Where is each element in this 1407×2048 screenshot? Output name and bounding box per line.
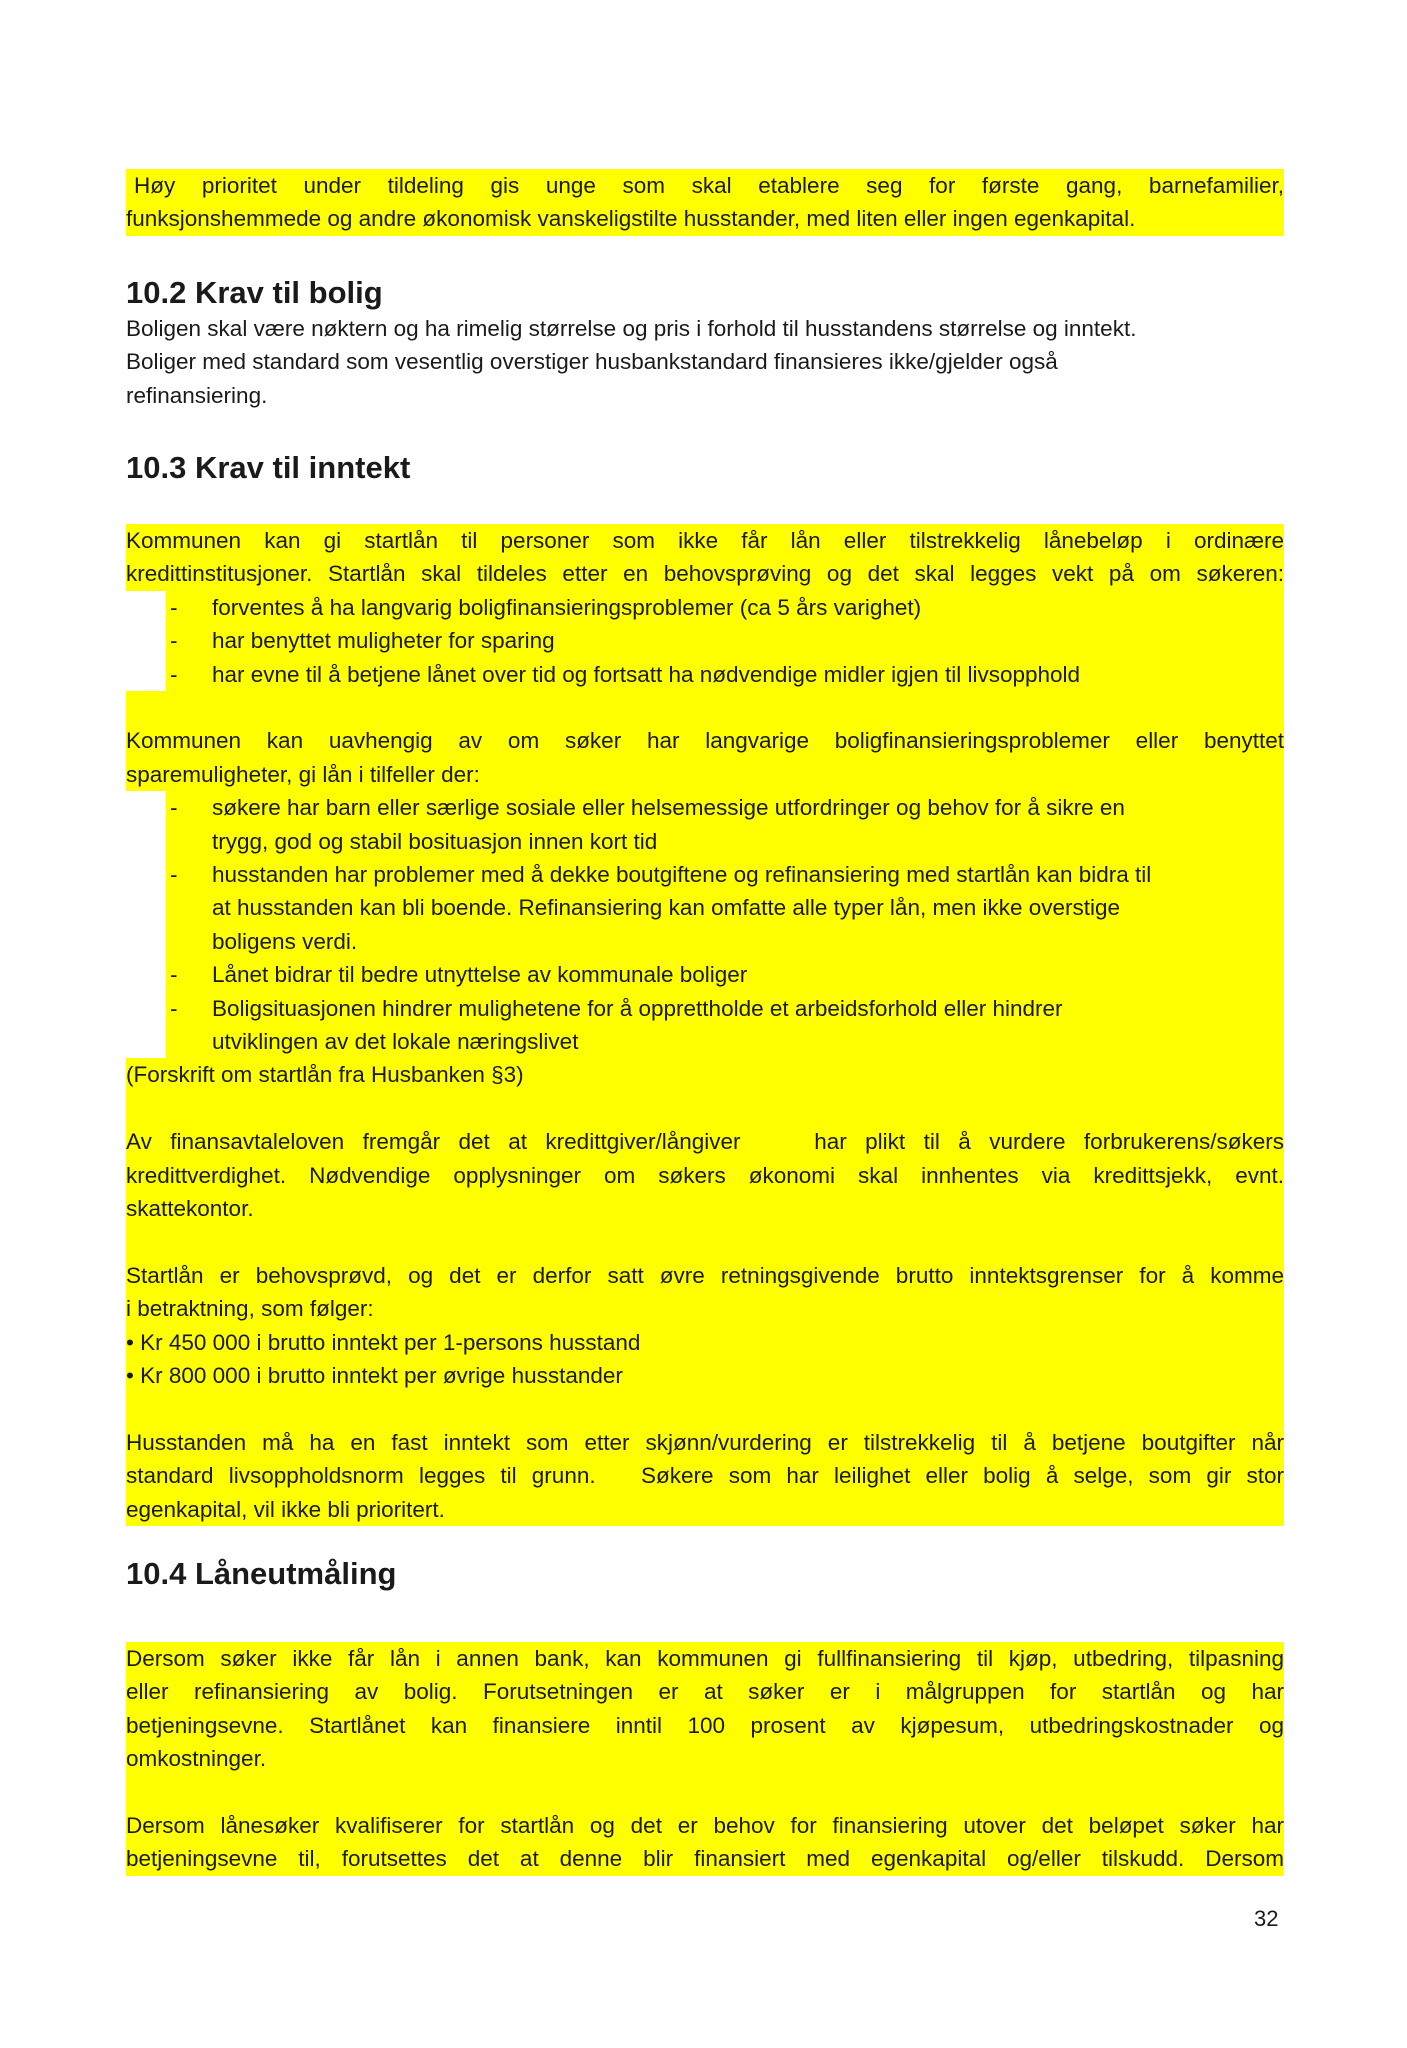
heading-10-3: 10.3 Krav til inntekt <box>126 450 411 485</box>
sec103-p3-line-1: Av finansavtaleloven fremgår det at kredittgiver/långiver har plikt til å vurdere forbrukerens/søkers <box>126 1129 1284 1155</box>
intro-paragraph <box>126 169 1284 236</box>
list-item: - har evne til å betjene lånet over tid og fortsatt ha nødvendige midler igjen til livsopphold <box>170 661 1081 687</box>
sec103-p3-line-3: skattekontor. <box>126 1196 254 1222</box>
income-limit-2: • Kr 800 000 i brutto inntekt per øvrige husstander <box>126 1363 623 1389</box>
sec102-paragraph <box>126 312 1284 412</box>
sec103-highlight-block <box>126 524 1284 1526</box>
list-item: - forventes å ha langvarig boligfinansieringsproblemer (ca 5 års varighet) <box>170 594 922 620</box>
heading-10-4: 10.4 Låneutmåling <box>126 1556 397 1591</box>
list-item: - Lånet bidrar til bedre utnyttelse av kommunale boliger <box>170 962 748 988</box>
sec104-p1-line-1: Dersom søker ikke får lån i annen bank, kan kommunen gi fullfinansiering til kjøp, utbedring, tilpasning <box>126 1646 1284 1671</box>
sec103-p5-line-3: egenkapital, vil ikke bli prioritert. <box>126 1496 445 1522</box>
sec103-p5-line-1: Husstanden må ha en fast inntekt som etter skjønn/vurdering er tilstrekkelig til å betjene boutgifter når <box>126 1429 1284 1455</box>
sec103-p5-line-2: standard livsoppholdsnorm legges til grunn. Søkere som har leilighet eller bolig å selge, som gir stor <box>126 1463 1284 1489</box>
sec104-p1-line-4: omkostninger. <box>126 1746 267 1772</box>
heading-10-2: 10.2 Krav til bolig <box>126 275 383 310</box>
list-item: - husstanden har problemer med å dekke boutgiftene og refinansiering med startlån kan bidra til at husstanden kan bli boende. Refinansiering kan omfatte alle typer lån, men ikke overstige boligens verdi. <box>170 862 1152 954</box>
sec103-p1-line-1: Kommunen kan gi startlån til personer som ikke får lån eller tilstrekkelig lånebeløp i ordinære <box>126 528 1284 553</box>
intro-line-2: funksjonshemmede og andre økonomisk vanskeligstilte husstander, med liten eller ingen egenkapital. <box>126 206 1136 232</box>
list-item: - har benyttet muligheter for sparing <box>170 628 555 654</box>
regulation-source: (Forskrift om startlån fra Husbanken §3) <box>126 1062 524 1088</box>
list-item-text: forventes å ha langvarig boligfinansieringsproblemer (ca 5 års varighet) <box>212 594 922 620</box>
sec103-p3-line-2: kredittverdighet. Nødvendige opplysninger om søkers økonomi skal innhentes via kredittsjekk, evnt. <box>126 1162 1284 1188</box>
exception-list <box>126 791 1284 1058</box>
sec104-p1-line-3: betjeningsevne. Startlånet kan finansiere inntil 100 prosent av kjøpesum, utbedringskostnader og <box>126 1712 1284 1738</box>
sec103-p1-line-2: kredittinstitusjoner. Startlån skal tildeles etter en behovsprøving og det skal legges vekt på om søkeren: <box>126 561 1284 587</box>
intro-line-1: Høy prioritet under tildeling gis unge som skal etablere seg for første gang, barnefamilier, <box>134 173 1284 198</box>
sec104-p2-line-2: betjeningsevne til, forutsettes det at denne blir finansiert med egenkapital og/eller tilskudd. Dersom <box>126 1846 1284 1872</box>
list-item: - Boligsituasjonen hindrer mulighetene for å opprettholde et arbeidsforhold eller hindrer utviklingen av det lokale næringslivet <box>170 995 1063 1055</box>
sec103-p4-line-1: Startlån er behovsprøvd, og det er derfor satt øvre retningsgivende brutto inntektsgrenser for å komme <box>126 1262 1284 1288</box>
sec104-p1-line-2: eller refinansiering av bolig. Forutsetningen er at søker er i målgruppen for startlån og har <box>126 1679 1284 1705</box>
sec102-line-3: refinansiering. <box>126 382 268 408</box>
list-item-text: har benyttet muligheter for sparing <box>212 628 555 654</box>
sec102-line-2: Boliger med standard som vesentlig overstiger husbankstandard finansieres ikke/gjelder også <box>126 349 1058 375</box>
page-number: 32 <box>1254 1906 1279 1931</box>
sec102-line-1: Boligen skal være nøktern og ha rimelig størrelse og pris i forhold til husstandens størrelse og inntekt. <box>126 316 1137 341</box>
sec104-p2-line-1: Dersom lånesøker kvalifiserer for startlån og det er behov for finansiering utover det beløpet søker har <box>126 1813 1284 1839</box>
sec103-p2-line-1: Kommunen kan uavhengig av om søker har langvarige boligfinansieringsproblemer eller benyttet <box>126 728 1284 754</box>
criteria-list <box>126 591 1284 691</box>
list-item-text: har evne til å betjene lånet over tid og fortsatt ha nødvendige midler igjen til livsopphold <box>212 661 1081 687</box>
sec104-highlight-block <box>126 1642 1284 1876</box>
list-item: - søkere har barn eller særlige sosiale eller helsemessige utfordringer og behov for å sikre en trygg, god og stabil bosituasjon innen kort tid <box>170 795 1125 854</box>
sec103-p4-line-2: i betraktning, som følger: <box>126 1296 374 1322</box>
sec103-p2-line-2: sparemuligheter, gi lån i tilfeller der: <box>126 761 480 787</box>
income-limit-1: • Kr 450 000 i brutto inntekt per 1-persons husstand <box>126 1329 641 1355</box>
